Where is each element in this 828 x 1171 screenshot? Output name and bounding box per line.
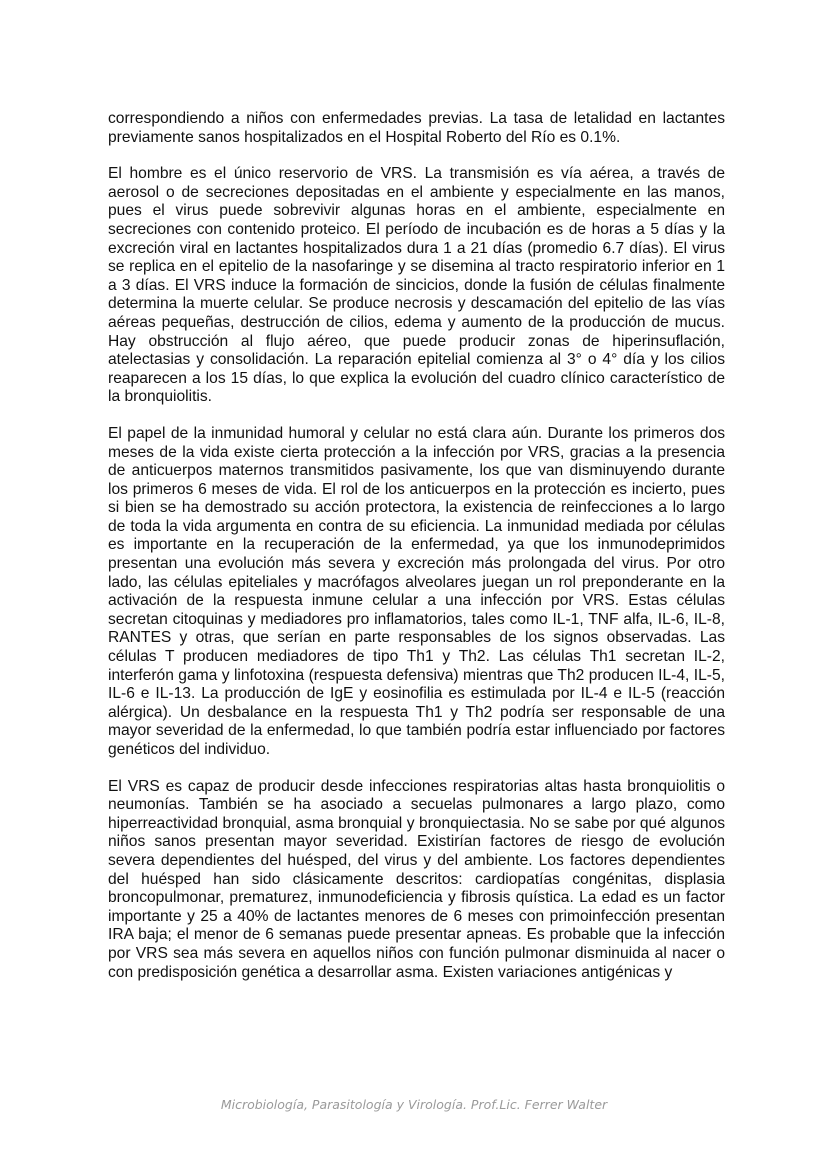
page-footer: Microbiología, Parasitología y Virología. Prof.Lic. Ferrer Walter — [220, 1097, 608, 1112]
paragraph-inmunidad: El papel de la inmunidad humoral y celular no está clara aún. Durante los primeros dos meses de la vida existe cierta protección a la infección por VRS, gracias a la presencia de anticuerpos maternos transmitidos pasivamente, los que van disminuyendo durante los primeros 6 meses de vida. El rol de los anticuerpos en la protección es incierto, pues si bien se ha demostrado su acción protectora, la existencia de reinfecciones a lo largo de toda la vida argumenta en contra de su eficiencia. La inmunidad mediada por células es importante en la recuperación de la enfermedad, ya que los inmunodeprimidos presentan una evolución más severa y excreción más prolongada del virus. Por otro lado, las células epiteliales y macrófagos alveolares juegan un rol preponderante en la activación de la respuesta inmune celular a una infección por VRS. Estas células secretan citoquinas y mediadores pro inflamatorios, tales como IL-1, TNF alfa, IL-6, IL-8, RANTES y otras, que serían en parte responsables de los signos observadas. Las células T producen mediadores de tipo Th1 y Th2. Las células Th1 secretan IL-2, interferón gama y linfotoxina (respuesta defensiva) mientras que Th2 producen IL-4, IL-5, IL-6 e IL-13. La producción de IgE y eosinofilia es estimulada por IL-4 e IL-5 (reacción alérgica). Un desbalance en la respuesta Th1 y Th2 podría ser responsable de una mayor severidad de la enfermedad, lo que también podría estar influenciado por factores genéticos del individuo. — [108, 424, 725, 758]
paragraph-transmision: El hombre es el único reservorio de VRS. La transmisión es vía aérea, a través de aerosol o de secreciones depositadas en el ambiente y especialmente en las manos, pues el virus puede sobrevivir algunas horas en el ambiente, especialmente en secreciones con contenido proteico. El período de incubación es de horas a 5 días y la excreción viral en lactantes hospitalizados dura 1 a 21 días (promedio 6.7 días). El virus se replica en el epitelio de la nasofaringe y se disemina al tracto respiratorio inferior en 1 a 3 días. El VRS induce la formación de sincicios, donde la fusión de células finalmente determina la muerte celular. Se produce necrosis y descamación del epitelio de las vías aéreas pequeñas, destrucción de cilios, edema y aumento de la producción de mucus. Hay obstrucción al flujo aéreo, que puede producir zonas de hiperinsuflación, atelectasias y consolidación. La reparación epitelial comienza al 3° o 4° día y los cilios reaparecen a los 15 días, lo que explica la evolución del cuadro clínico característico de la bronquiolitis. — [108, 165, 725, 406]
paragraph-factores-riesgo: El VRS es capaz de producir desde infecciones respiratorias altas hasta bronquiolitis o neumonías. También se ha asociado a secuelas pulmonares a largo plazo, como hiperreactividad bronquial, asma bronquial y bronquiectasia. No se sabe por qué algunos niños sanos presentan mayor severidad. Existirían factores de riesgo de evolución severa dependientes del huésped, del virus y del ambiente. Los factores dependientes del huésped han sido clásicamente descritos: cardiopatías congénitas, displasia broncopulmonar, prematurez, inmunodeficiencia y fibrosis quística. La edad es un factor importante y 25 a 40% de lactantes menores de 6 meses con primoinfección presentan IRA baja; el menor de 6 semanas puede presentar apneas. Es probable que la infección por VRS sea más severa en aquellos niños con función pulmonar disminuida al nacer o con predisposición genética a desarrollar asma. Existen variaciones antigénicas y — [108, 777, 725, 981]
paragraph-letalidad: correspondiendo a niños con enfermedades previas. La tasa de letalidad en lactantes previamente sanos hospitalizados en el Hospital Roberto del Río es 0.1%. — [108, 110, 725, 146]
document-body — [108, 110, 725, 1000]
